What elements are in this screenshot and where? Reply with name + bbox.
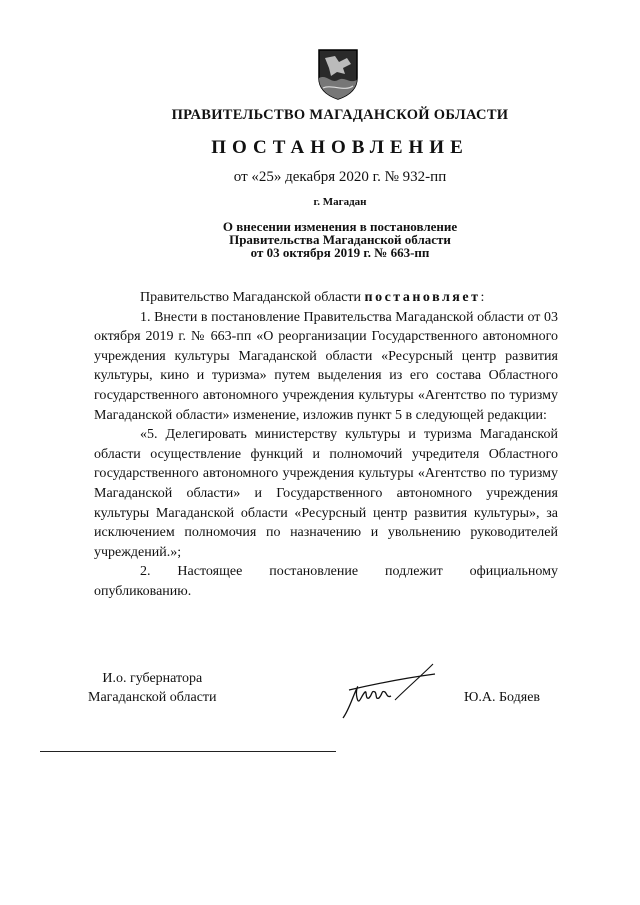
paragraph-2: 2. Настоящее постановление подлежит официальному опубликованию.: [94, 564, 558, 599]
signatory-title-line-2: Магаданской области: [88, 690, 217, 705]
subject-line-3: от 03 октября 2019 г. № 663-пп: [250, 245, 430, 260]
paragraph-1: 1. Внести в постановление Правительства Магаданской области от 03 октября 2019 г. № 663-пп «О реорганизации Государственного автономного учреждения культуры Магаданской области «Ресурсный центр развития культуры, кино и туризма» путем выделения из его состава Областного государственного автономного учреждения культуры «Агентство по туризму Магаданской области» изменение, изложив пункт 5 в следующей редакции:: [94, 309, 558, 423]
subject-line-1: О внесении изменения в постановление: [222, 219, 458, 234]
document-city: г. Магадан: [313, 196, 367, 208]
signatory-title-line-1: И.о. губернатора: [102, 671, 203, 686]
paragraph-1-quote: «5. Делегировать министерству культуры и туризма Магаданской области осуществление функций и полномочий учредителя Областного государственного автономного учреждения культуры «Агентство по туризму Магаданской области» и Государственного автономного учреждения культуры Магаданской области «Ресурсный центр развития культуры», за исключением полномочия по назначению и увольнению руководителей учреждений.»;: [94, 427, 558, 560]
coat-of-arms-icon: [317, 48, 359, 100]
subject-line-2: Правительства Магаданской области: [229, 232, 451, 247]
intro-colon: :: [480, 290, 485, 305]
handwritten-signature-icon: [335, 660, 445, 722]
document-subject: [0, 220, 640, 259]
resolution-keyword: постановляет: [364, 290, 481, 305]
signatory-title: [88, 669, 217, 707]
document-type: ПОСТАНОВЛЕНИЕ: [211, 137, 469, 158]
intro-paragraph: [94, 288, 558, 308]
intro-text: Правительство Магаданской области: [140, 290, 365, 305]
footer-divider: [40, 751, 336, 752]
document-date-number: от «25» декабря 2020 г. № 932-пп: [233, 169, 447, 185]
document-body: [94, 288, 558, 602]
signatory-name: Ю.А. Бодяев: [464, 690, 541, 705]
organization-title: ПРАВИТЕЛЬСТВО МАГАДАНСКОЙ ОБЛАСТИ: [171, 107, 509, 123]
